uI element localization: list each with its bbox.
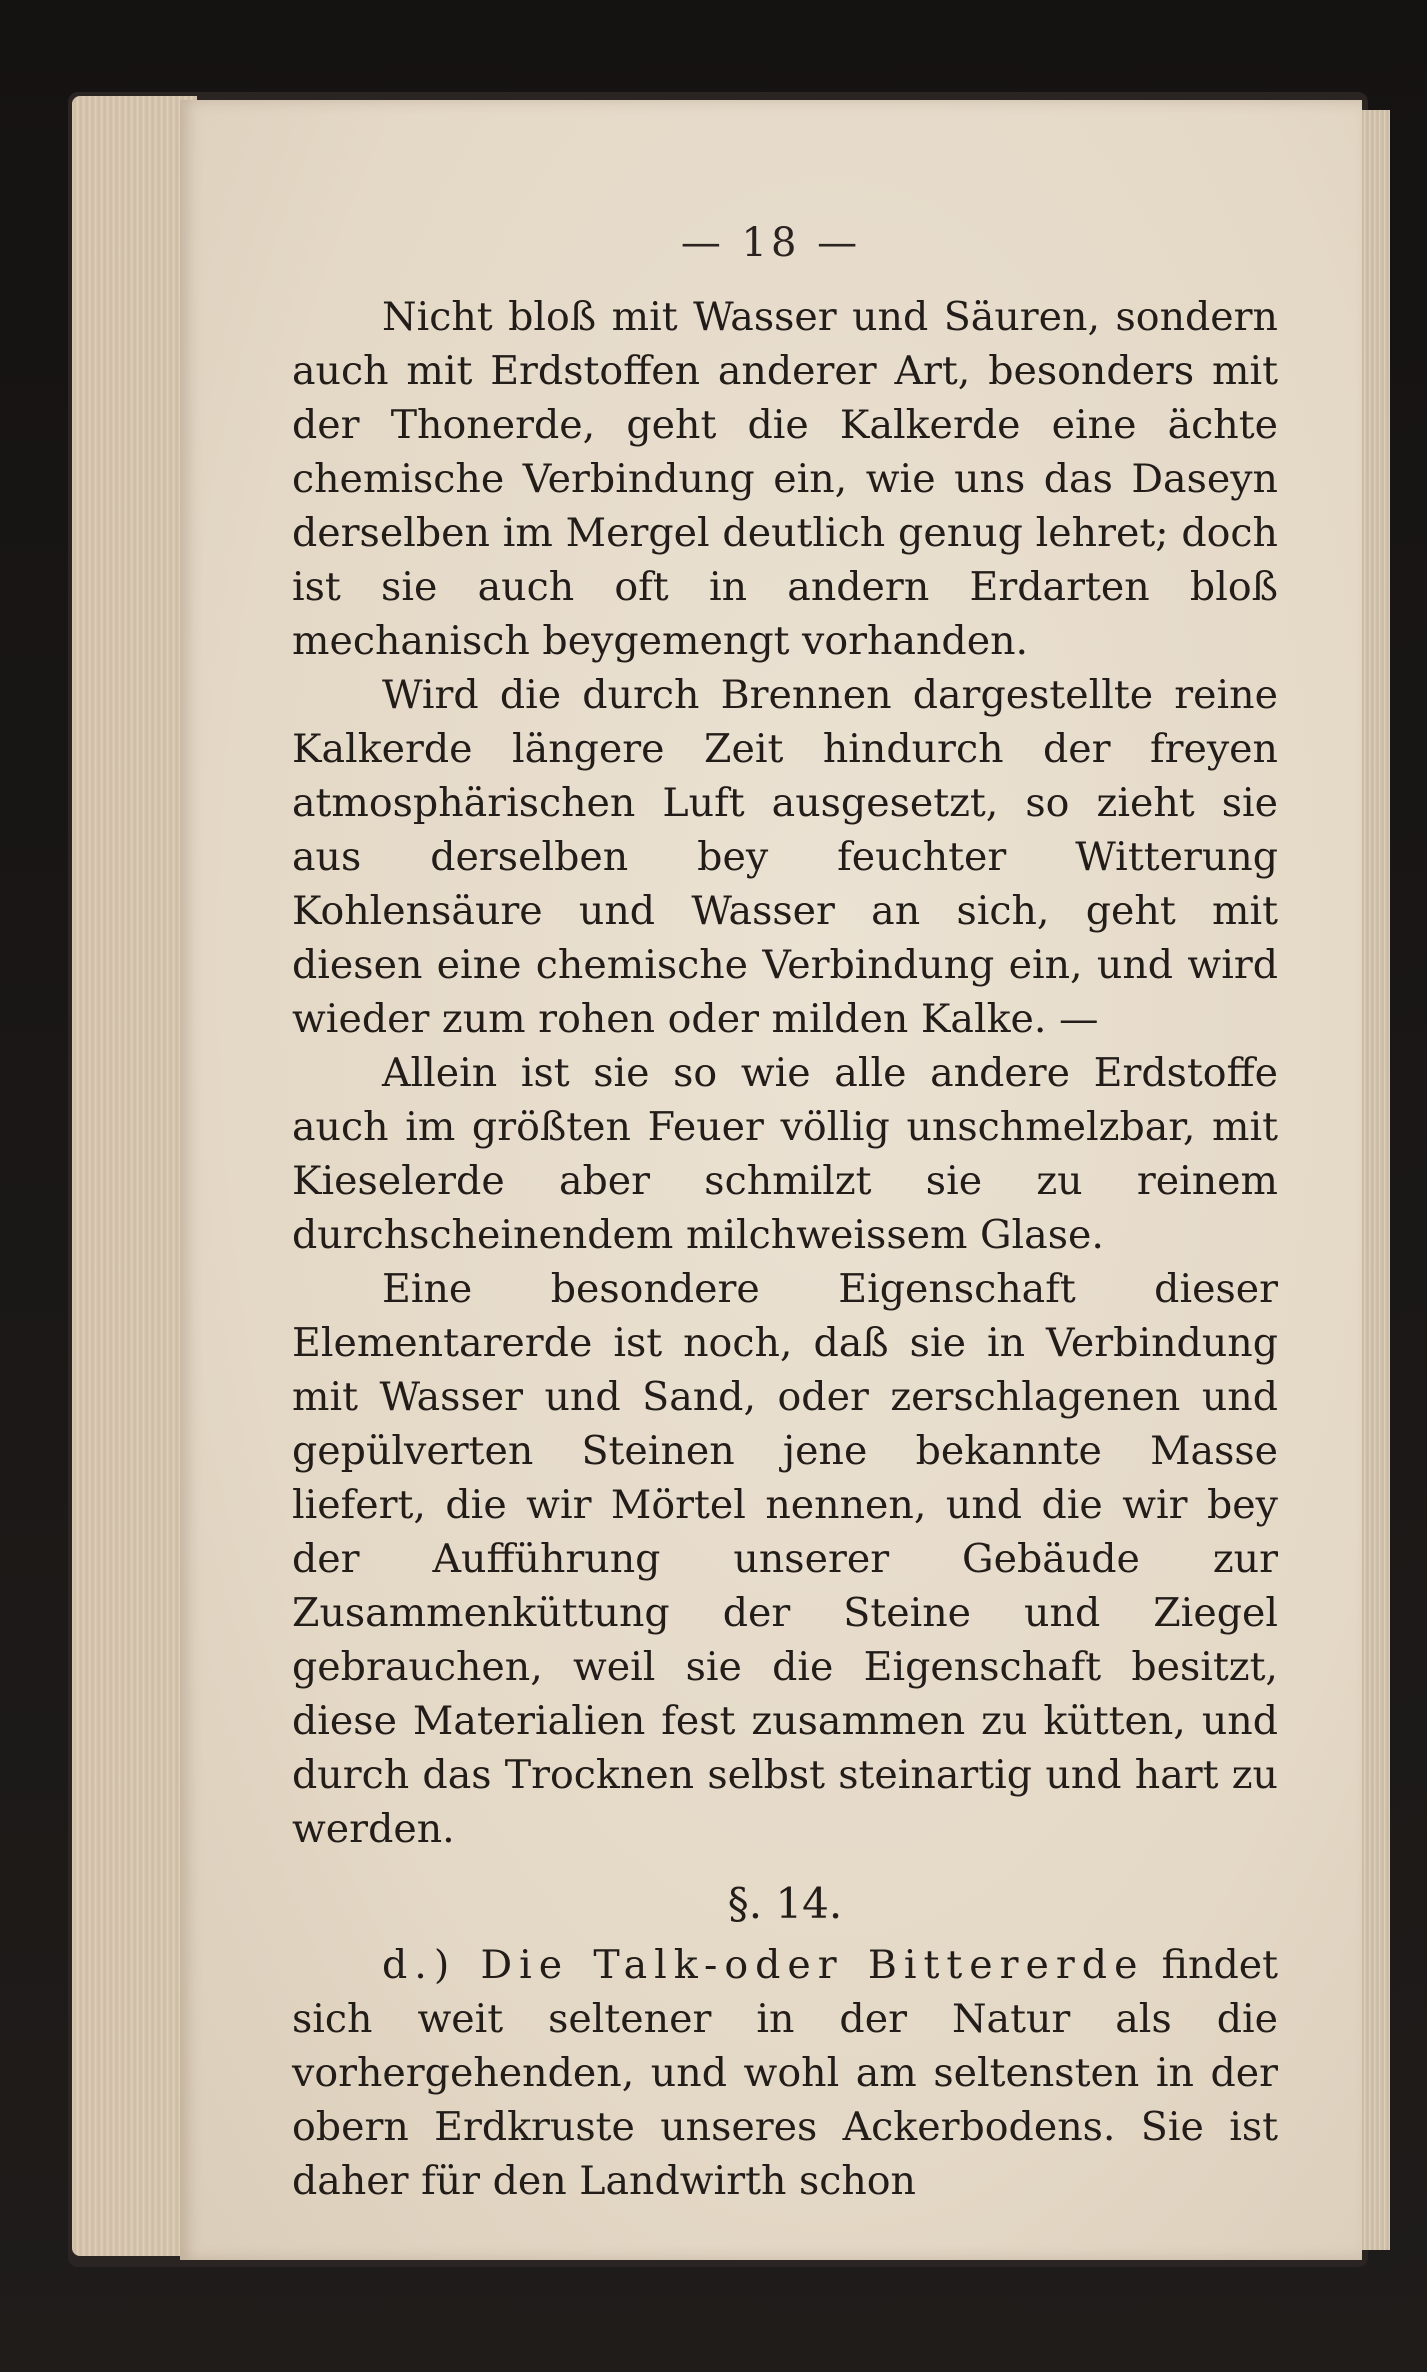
page-text bbox=[292, 290, 1278, 2208]
book-page bbox=[180, 100, 1362, 2260]
paragraph-1: Nicht bloß mit Wasser und Säuren, sondern auch mit Erdstoffen anderer Art, besonders mit der Thonerde, geht die Kalkerde eine ächte chemische Verbindung ein, wie uns das Daseyn derselben im Mergel deutlich genug lehret; doch ist sie auch oft in andern Erdarten bloß mechanisch beygemengt vorhanden. bbox=[292, 294, 1278, 664]
left-page-edges bbox=[72, 96, 197, 2256]
paragraph-4: Eine besondere Eigenschaft dieser Elementarerde ist noch, daß sie in Verbindung mit Wasser und Sand, oder zerschlagenen und gepülverten Steinen jene bekannte Masse liefert, die wir Mörtel nennen, und die wir bey der Aufführung unserer Gebäude zur Zusammenküttung der Steine und Ziegel gebrauchen, weil sie die Eigenschaft besitzt, diese Materialien fest zusammen zu kütten, und durch das Trocknen selbst steinartig und hart zu werden. bbox=[292, 1266, 1278, 1852]
section-lead: d.) Die Talk-oder Bittererde bbox=[382, 1942, 1145, 1988]
section-heading: §. 14. bbox=[727, 1879, 843, 1928]
page-number: — 18 — bbox=[680, 220, 862, 266]
right-page-edges bbox=[1360, 110, 1390, 2250]
section-paragraph bbox=[292, 1938, 1278, 2208]
paragraph-3: Allein ist sie so wie alle andere Erdstoffe auch im größten Feuer völlig unschmelzbar, mit Kieselerde aber schmilzt sie zu reinem durchscheinendem milchweissem Glase. bbox=[292, 1050, 1278, 1258]
section-text: findet sich weit seltener in der Natur als die vorhergehenden, und wohl am seltensten in der obern Erdkruste unseres Ackerbodens. Sie ist daher für den Landwirth schon bbox=[292, 1942, 1278, 2204]
paragraph-2: Wird die durch Brennen dargestellte reine Kalkerde längere Zeit hindurch der freyen atmosphärischen Luft ausgesetzt, so zieht sie aus derselben bey feuchter Witterung Kohlensäure und Wasser an sich, geht mit diesen eine chemische Verbindung ein, und wird wieder zum rohen oder milden Kalke. — bbox=[292, 672, 1278, 1042]
